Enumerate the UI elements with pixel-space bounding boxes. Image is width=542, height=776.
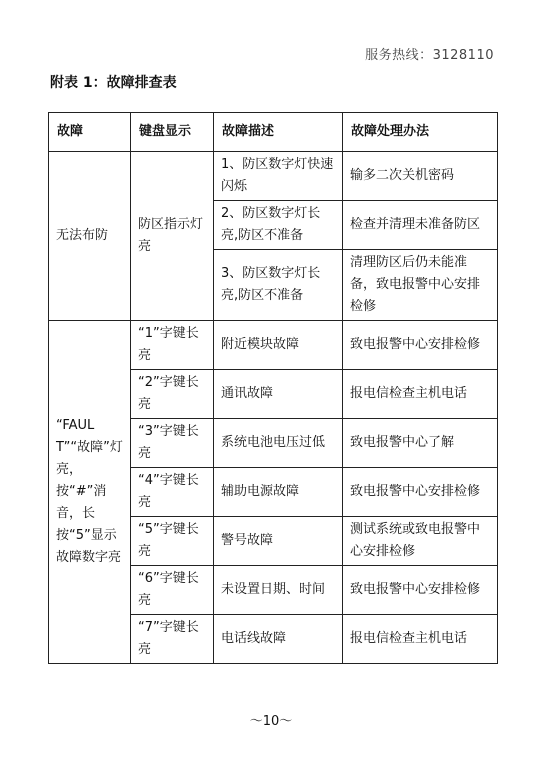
fault-description-cell: 系统电池电压过低 xyxy=(214,419,343,468)
solution-cell: 致电报警中心安排检修 xyxy=(343,566,498,615)
table-row xyxy=(49,152,498,201)
fault-description-cell: 电话线故障 xyxy=(214,615,343,664)
column-header-fault: 故障 xyxy=(49,113,131,152)
keypad-display-cell: “4”字键长亮 xyxy=(131,468,214,517)
appendix-title: 附表 1：故障排查表 xyxy=(50,75,177,91)
keypad-display-cell: “2”字键长亮 xyxy=(131,370,214,419)
keypad-display-cell: “3”字键长亮 xyxy=(131,419,214,468)
column-header-fault-description: 故障描述 xyxy=(214,113,343,152)
fault-description-cell: 1、防区数字灯快速闪烁 xyxy=(214,152,343,201)
keypad-display-cell: 防区指示灯亮 xyxy=(131,152,214,321)
solution-cell: 报电信检查主机电话 xyxy=(343,370,498,419)
fault-cell: 无法布防 xyxy=(49,152,131,321)
fault-cell: “FAULT”“故障”灯亮，按“#”消音，长按“5”显示故障数字亮 xyxy=(49,321,131,664)
solution-cell: 测试系统或致电报警中心安排检修 xyxy=(343,517,498,566)
solution-cell: 输多二次关机密码 xyxy=(343,152,498,201)
table-header-row xyxy=(49,113,498,152)
solution-cell: 报电信检查主机电话 xyxy=(343,615,498,664)
fault-description-cell: 辅助电源故障 xyxy=(214,468,343,517)
keypad-display-cell: “7”字键长亮 xyxy=(131,615,214,664)
fault-troubleshooting-table xyxy=(48,112,498,664)
keypad-display-cell: “6”字键长亮 xyxy=(131,566,214,615)
fault-description-cell: 2、防区数字灯长亮,防区不准备 xyxy=(214,201,343,250)
fault-description-cell: 3、防区数字灯长亮,防区不准备 xyxy=(214,250,343,321)
column-header-solution: 故障处理办法 xyxy=(343,113,498,152)
solution-cell: 致电报警中心了解 xyxy=(343,419,498,468)
fault-description-cell: 警号故障 xyxy=(214,517,343,566)
fault-description-cell: 通讯故障 xyxy=(214,370,343,419)
keypad-display-cell: “1”字键长亮 xyxy=(131,321,214,370)
column-header-keypad-display: 键盘显示 xyxy=(131,113,214,152)
fault-description-cell: 附近模块故障 xyxy=(214,321,343,370)
table-row xyxy=(49,321,498,370)
keypad-display-cell: “5”字键长亮 xyxy=(131,517,214,566)
solution-cell: 清理防区后仍未能准备，致电报警中心安排检修 xyxy=(343,250,498,321)
solution-cell: 检查并清理未准备防区 xyxy=(343,201,498,250)
fault-description-cell: 未设置日期、时间 xyxy=(214,566,343,615)
page-number: ～10～ xyxy=(249,714,293,729)
solution-cell: 致电报警中心安排检修 xyxy=(343,468,498,517)
service-hotline: 服务热线：3128110 xyxy=(365,48,494,63)
solution-cell: 致电报警中心安排检修 xyxy=(343,321,498,370)
